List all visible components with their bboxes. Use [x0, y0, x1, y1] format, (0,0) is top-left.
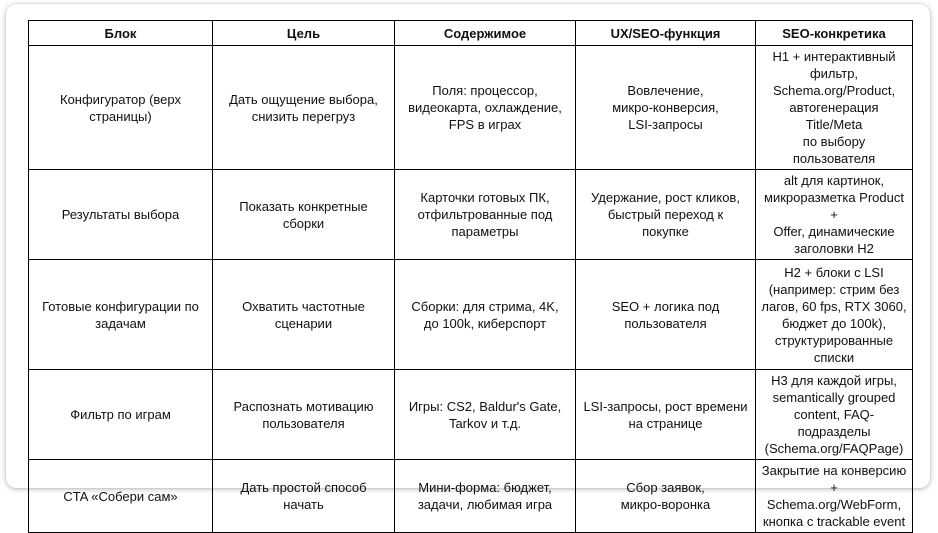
cell-ux: Удержание, рост кликов, быстрый переход к покупке: [576, 170, 756, 260]
table-card: [6, 4, 930, 529]
cell-goal: Распознать мотивацию пользователя: [213, 370, 395, 460]
header-content: Содержимое: [395, 21, 576, 46]
cell-goal: Охватить частотные сценарии: [213, 260, 395, 370]
cell-goal: Дать простой способ начать: [213, 460, 395, 533]
header-block: Блок: [29, 21, 213, 46]
cell-seo: H2 + блоки с LSI (например: стрим без лагов, 60 fps, RTX 3060, бюджет до 100k), структурированные списки: [756, 260, 913, 370]
cell-seo: Закрытие на конверсию + Schema.org/WebForm, кнопка с trackable event: [756, 460, 913, 533]
cell-block: Конфигуратор (верх страницы): [29, 46, 213, 170]
table-header-row: [29, 21, 913, 46]
cell-block: CTA «Собери сам»: [29, 460, 213, 533]
table-row: [29, 46, 913, 170]
cell-ux: SEO + логика под пользователя: [576, 260, 756, 370]
cell-content: Игры: CS2, Baldur's Gate, Tarkov и т.д.: [395, 370, 576, 460]
cell-block: Фильтр по играм: [29, 370, 213, 460]
cell-content: Поля: процессор, видеокарта, охлаждение, FPS в играх: [395, 46, 576, 170]
header-goal: Цель: [213, 21, 395, 46]
cell-ux: Вовлечение, микро-конверсия, LSI-запросы: [576, 46, 756, 170]
header-ux-seo-function: UX/SEO-функция: [576, 21, 756, 46]
table-row: [29, 260, 913, 370]
cell-seo: H1 + интерактивный фильтр, Schema.org/Product, автогенерация Title/Meta по выбору пользователя: [756, 46, 913, 170]
cell-block: Результаты выбора: [29, 170, 213, 260]
cell-seo: alt для картинок, микроразметка Product + Offer, динамические заголовки H2: [756, 170, 913, 260]
cell-content: Карточки готовых ПК, отфильтрованные под параметры: [395, 170, 576, 260]
table-row: [29, 370, 913, 460]
cell-ux: LSI-запросы, рост времени на странице: [576, 370, 756, 460]
table-row: [29, 170, 913, 260]
seo-blocks-table: [28, 20, 913, 533]
cell-ux: Сбор заявок, микро-воронка: [576, 460, 756, 533]
cell-block: Готовые конфигурации по задачам: [29, 260, 213, 370]
table-row: [29, 460, 913, 533]
cell-content: Сборки: для стрима, 4K, до 100k, киберспорт: [395, 260, 576, 370]
cell-goal: Показать конкретные сборки: [213, 170, 395, 260]
cell-content: Мини-форма: бюджет, задачи, любимая игра: [395, 460, 576, 533]
header-seo-specifics: SEO-конкретика: [756, 21, 913, 46]
cell-goal: Дать ощущение выбора, снизить перегруз: [213, 46, 395, 170]
cell-seo: H3 для каждой игры, semantically grouped content, FAQ-подразделы (Schema.org/FAQPage): [756, 370, 913, 460]
